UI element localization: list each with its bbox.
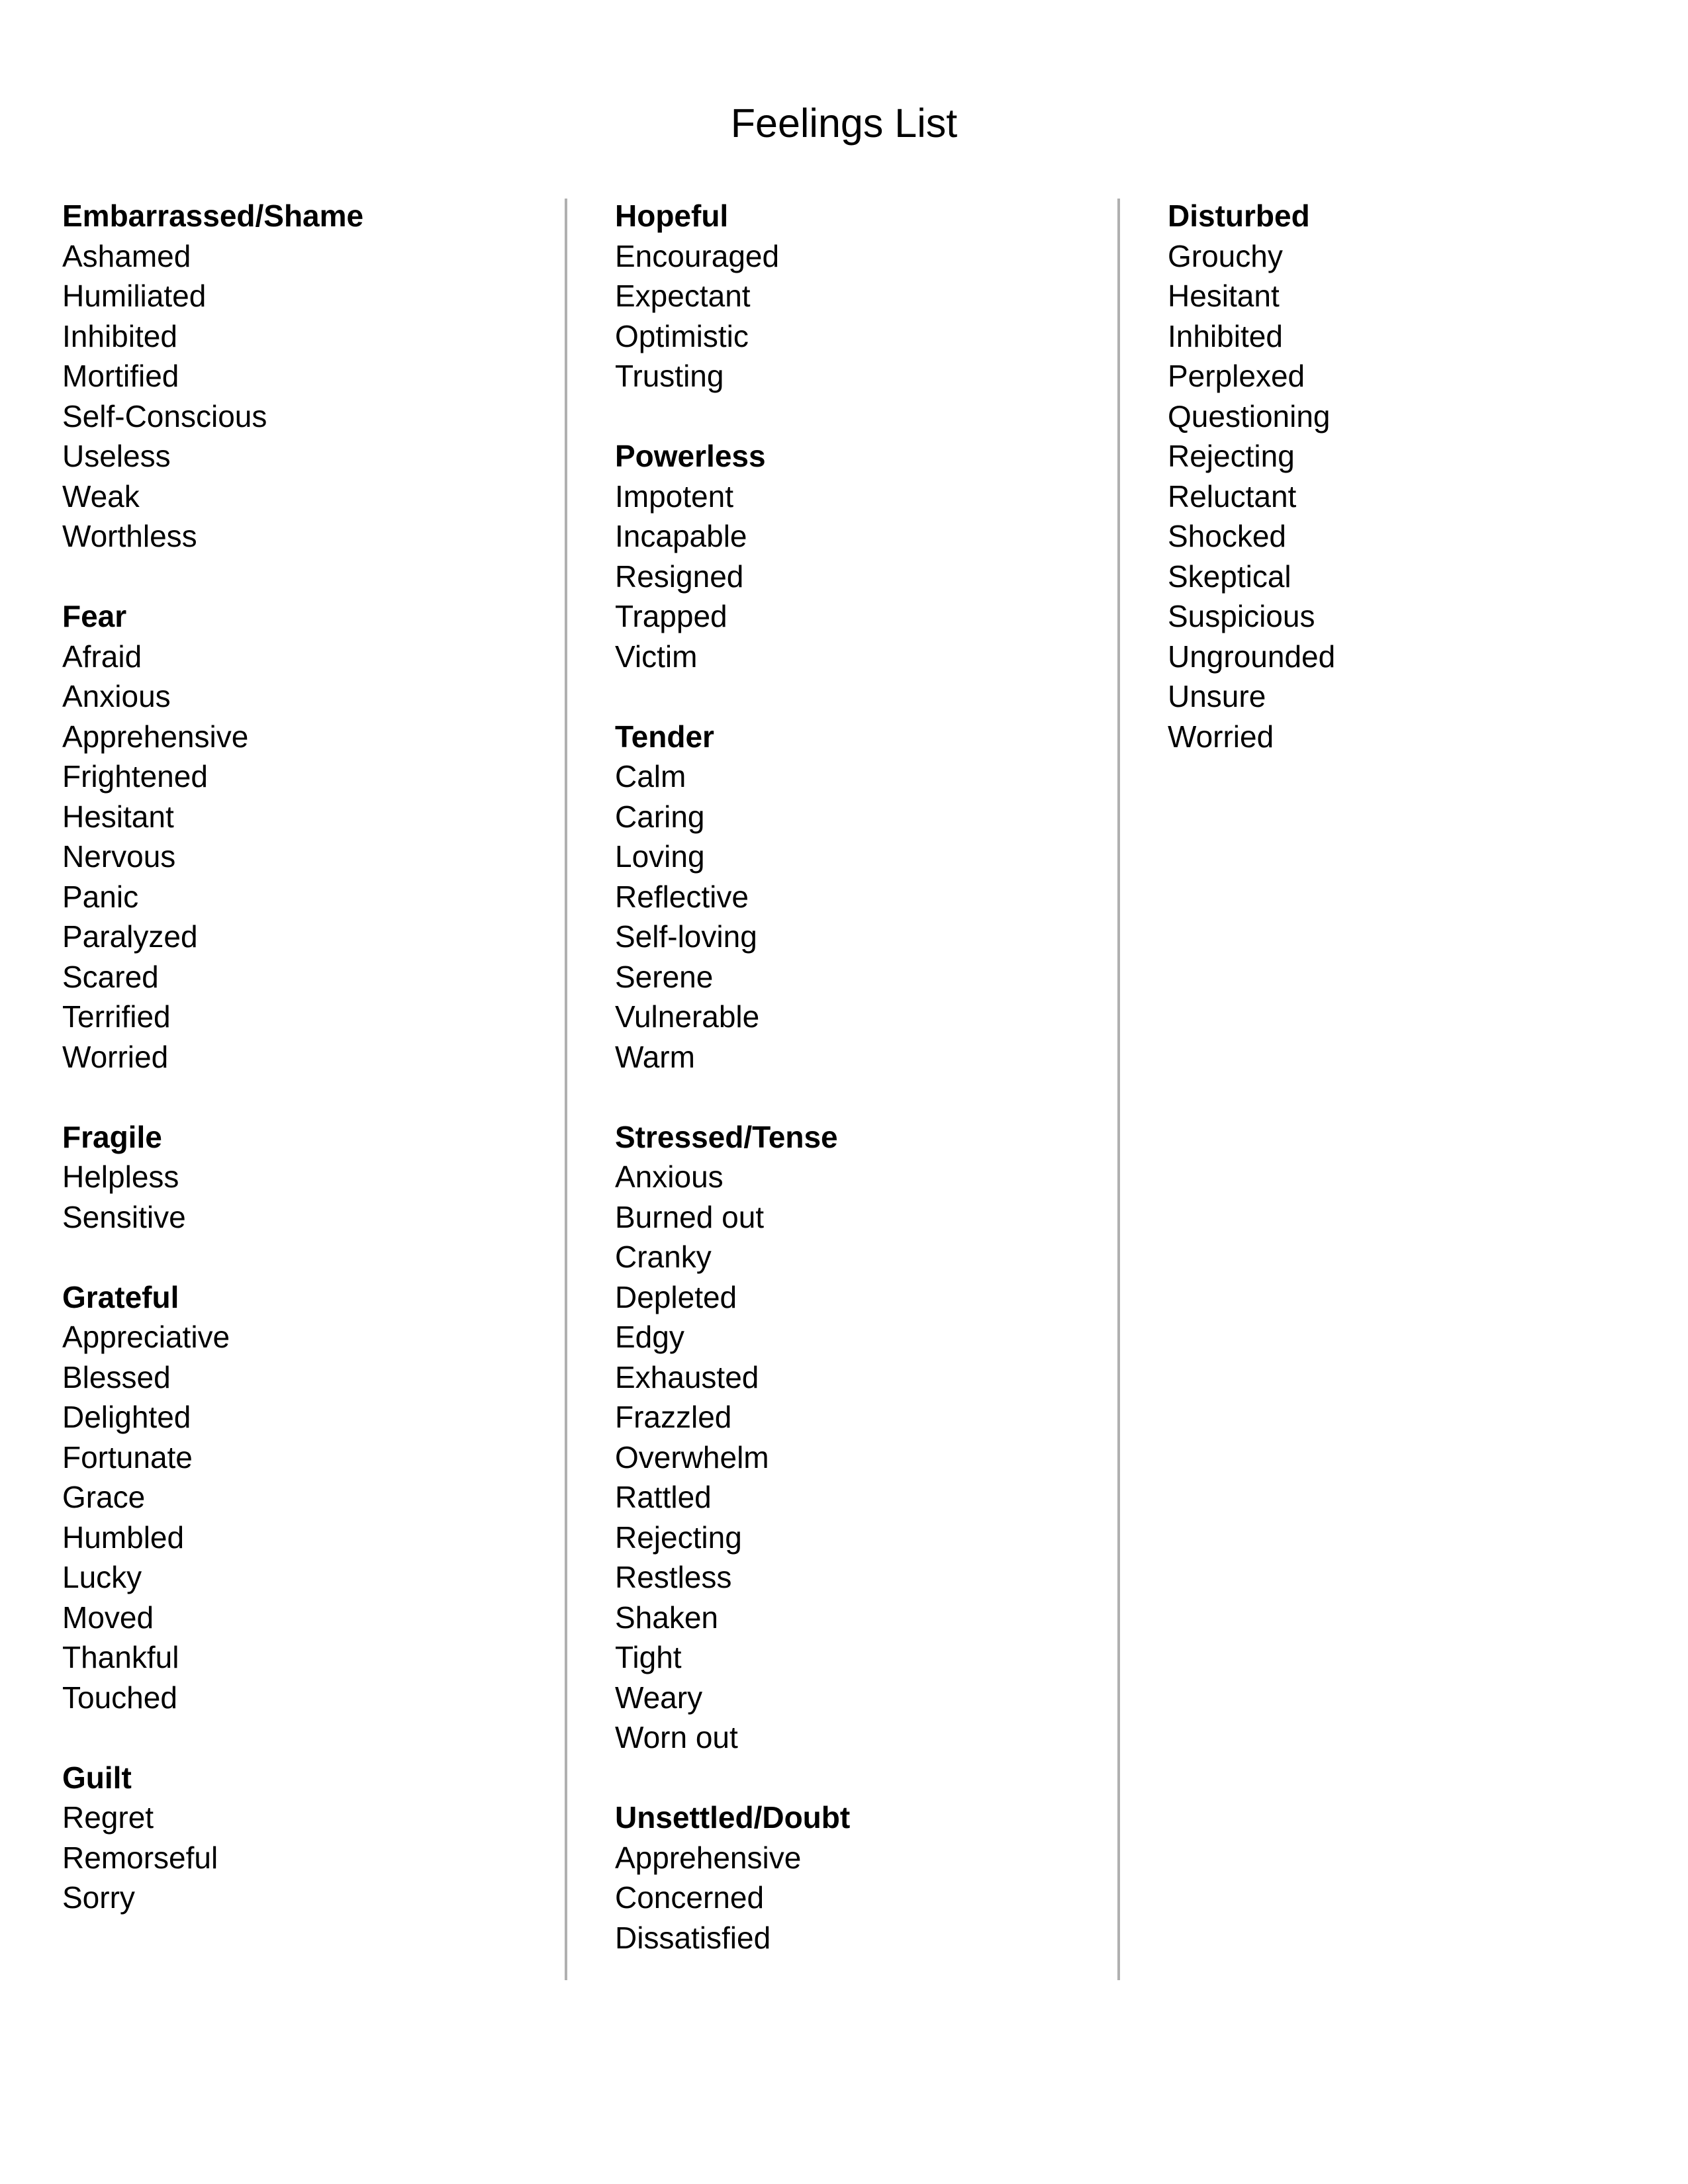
feeling-item: Tight (615, 1640, 682, 1674)
feeling-item: Nervous (62, 839, 176, 874)
feeling-item: Frazzled (615, 1400, 732, 1434)
feeling-group (62, 196, 552, 557)
page-title: Feelings List (730, 101, 958, 146)
feeling-item: Humiliated (62, 279, 207, 313)
feeling-group (62, 1758, 552, 1918)
feeling-item: Frightened (62, 759, 208, 794)
feeling-item: Mortified (62, 359, 179, 393)
feeling-item: Edgy (615, 1320, 684, 1354)
feeling-item: Dissatisfied (615, 1920, 771, 1955)
feeling-item: Reflective (615, 879, 749, 914)
feeling-item: Reluctant (1168, 478, 1297, 514)
feeling-item: Optimistic (615, 318, 749, 353)
column-divider (565, 199, 567, 1980)
feeling-item: Touched (62, 1680, 177, 1715)
feeling-item: Self-Conscious (62, 398, 267, 433)
feeling-group-title: Disturbed (1168, 199, 1310, 233)
feeling-group-title: Fragile (62, 1119, 162, 1154)
feeling-group-title: Tender (615, 719, 714, 754)
feeling-item: Grouchy (1168, 238, 1283, 273)
feeling-item: Vulnerable (615, 999, 760, 1034)
feeling-item: Ashamed (62, 238, 191, 273)
feeling-item: Incapable (615, 519, 747, 553)
feeling-item: Remorseful (62, 1840, 218, 1875)
feeling-item: Anxious (62, 679, 171, 713)
feeling-item: Restless (615, 1560, 732, 1594)
feeling-group-title: Grateful (62, 1279, 179, 1314)
feeling-item: Serene (615, 959, 714, 994)
feeling-item: Useless (62, 439, 171, 473)
feeling-item: Humbled (62, 1520, 185, 1555)
feeling-item: Weak (62, 478, 140, 514)
feeling-item: Warm (615, 1039, 695, 1074)
feeling-group-title: Guilt (62, 1760, 132, 1795)
feeling-item: Delighted (62, 1400, 191, 1434)
feeling-item: Lucky (62, 1560, 142, 1594)
feeling-item: Worn out (615, 1720, 738, 1754)
feeling-item: Worthless (62, 519, 197, 553)
feeling-item: Fortunate (62, 1439, 193, 1475)
feeling-item: Hesitant (62, 799, 174, 834)
feeling-item: Appreciative (62, 1320, 230, 1354)
feeling-item: Self-loving (615, 919, 757, 954)
feelings-column-2 (615, 196, 1105, 1998)
feeling-item: Thankful (62, 1640, 179, 1674)
feeling-item: Rattled (615, 1480, 712, 1514)
feeling-item: Shocked (1168, 519, 1287, 553)
feelings-column-1 (62, 196, 552, 1958)
feeling-item: Loving (615, 839, 705, 874)
feeling-item: Helpless (62, 1160, 179, 1194)
feeling-item: Paralyzed (62, 919, 198, 954)
feeling-item: Depleted (615, 1279, 737, 1314)
feeling-item: Exhausted (615, 1359, 759, 1394)
feeling-group-title: Hopeful (615, 199, 729, 233)
feeling-item: Ungrounded (1168, 639, 1336, 674)
feeling-group (615, 436, 1105, 676)
feeling-item: Expectant (615, 279, 751, 313)
feeling-item: Impotent (615, 478, 733, 514)
feeling-item: Regret (62, 1800, 154, 1835)
feeling-item: Terrified (62, 999, 171, 1034)
feeling-item: Concerned (615, 1880, 765, 1915)
feeling-item: Resigned (615, 559, 744, 594)
feeling-item: Inhibited (1168, 318, 1283, 353)
feeling-item: Rejecting (615, 1520, 742, 1555)
feeling-group-title: Fear (62, 599, 127, 633)
feeling-group-title: Stressed/Tense (615, 1119, 838, 1154)
feeling-item: Panic (62, 879, 139, 914)
feeling-item: Grace (62, 1480, 146, 1514)
feelings-column-3 (1168, 196, 1658, 797)
feeling-group (62, 1117, 552, 1238)
feeling-item: Moved (62, 1600, 154, 1635)
feeling-item: Afraid (62, 639, 142, 674)
feeling-item: Weary (615, 1680, 703, 1715)
feeling-item: Anxious (615, 1160, 724, 1194)
feeling-group (615, 717, 1105, 1077)
feeling-group-title: Powerless (615, 439, 766, 473)
feeling-item: Shaken (615, 1600, 719, 1635)
feeling-group-title: Unsettled/Doubt (615, 1800, 851, 1835)
feeling-group (62, 596, 552, 1077)
feeling-item: Sensitive (62, 1199, 186, 1234)
feeling-group (615, 196, 1105, 396)
feeling-item: Skeptical (1168, 559, 1291, 594)
feeling-item: Perplexed (1168, 359, 1305, 393)
feeling-item: Worried (1168, 719, 1274, 754)
feeling-item: Trusting (615, 359, 724, 393)
feeling-item: Cranky (615, 1240, 712, 1274)
feeling-group-title: Embarrassed/Shame (62, 199, 364, 233)
feeling-group (615, 1117, 1105, 1758)
feeling-group (62, 1277, 552, 1718)
feeling-item: Overwhelm (615, 1439, 769, 1475)
feeling-item: Apprehensive (62, 719, 249, 754)
feeling-group (615, 1797, 1105, 1958)
feeling-item: Burned out (615, 1199, 765, 1234)
feeling-item: Suspicious (1168, 599, 1315, 633)
feeling-item: Unsure (1168, 679, 1266, 713)
feeling-item: Hesitant (1168, 279, 1280, 313)
feeling-item: Calm (615, 759, 686, 794)
feeling-item: Inhibited (62, 318, 177, 353)
feeling-item: Blessed (62, 1359, 171, 1394)
feeling-item: Caring (615, 799, 705, 834)
feeling-item: Trapped (615, 599, 727, 633)
feeling-item: Worried (62, 1039, 169, 1074)
feeling-item: Scared (62, 959, 159, 994)
feeling-item: Victim (615, 639, 698, 674)
feeling-item: Questioning (1168, 398, 1331, 433)
feeling-item: Sorry (62, 1880, 135, 1915)
feeling-group (1168, 196, 1658, 756)
feeling-item: Apprehensive (615, 1840, 802, 1875)
column-divider (1117, 199, 1120, 1980)
feeling-item: Rejecting (1168, 439, 1295, 473)
feeling-item: Encouraged (615, 238, 780, 273)
